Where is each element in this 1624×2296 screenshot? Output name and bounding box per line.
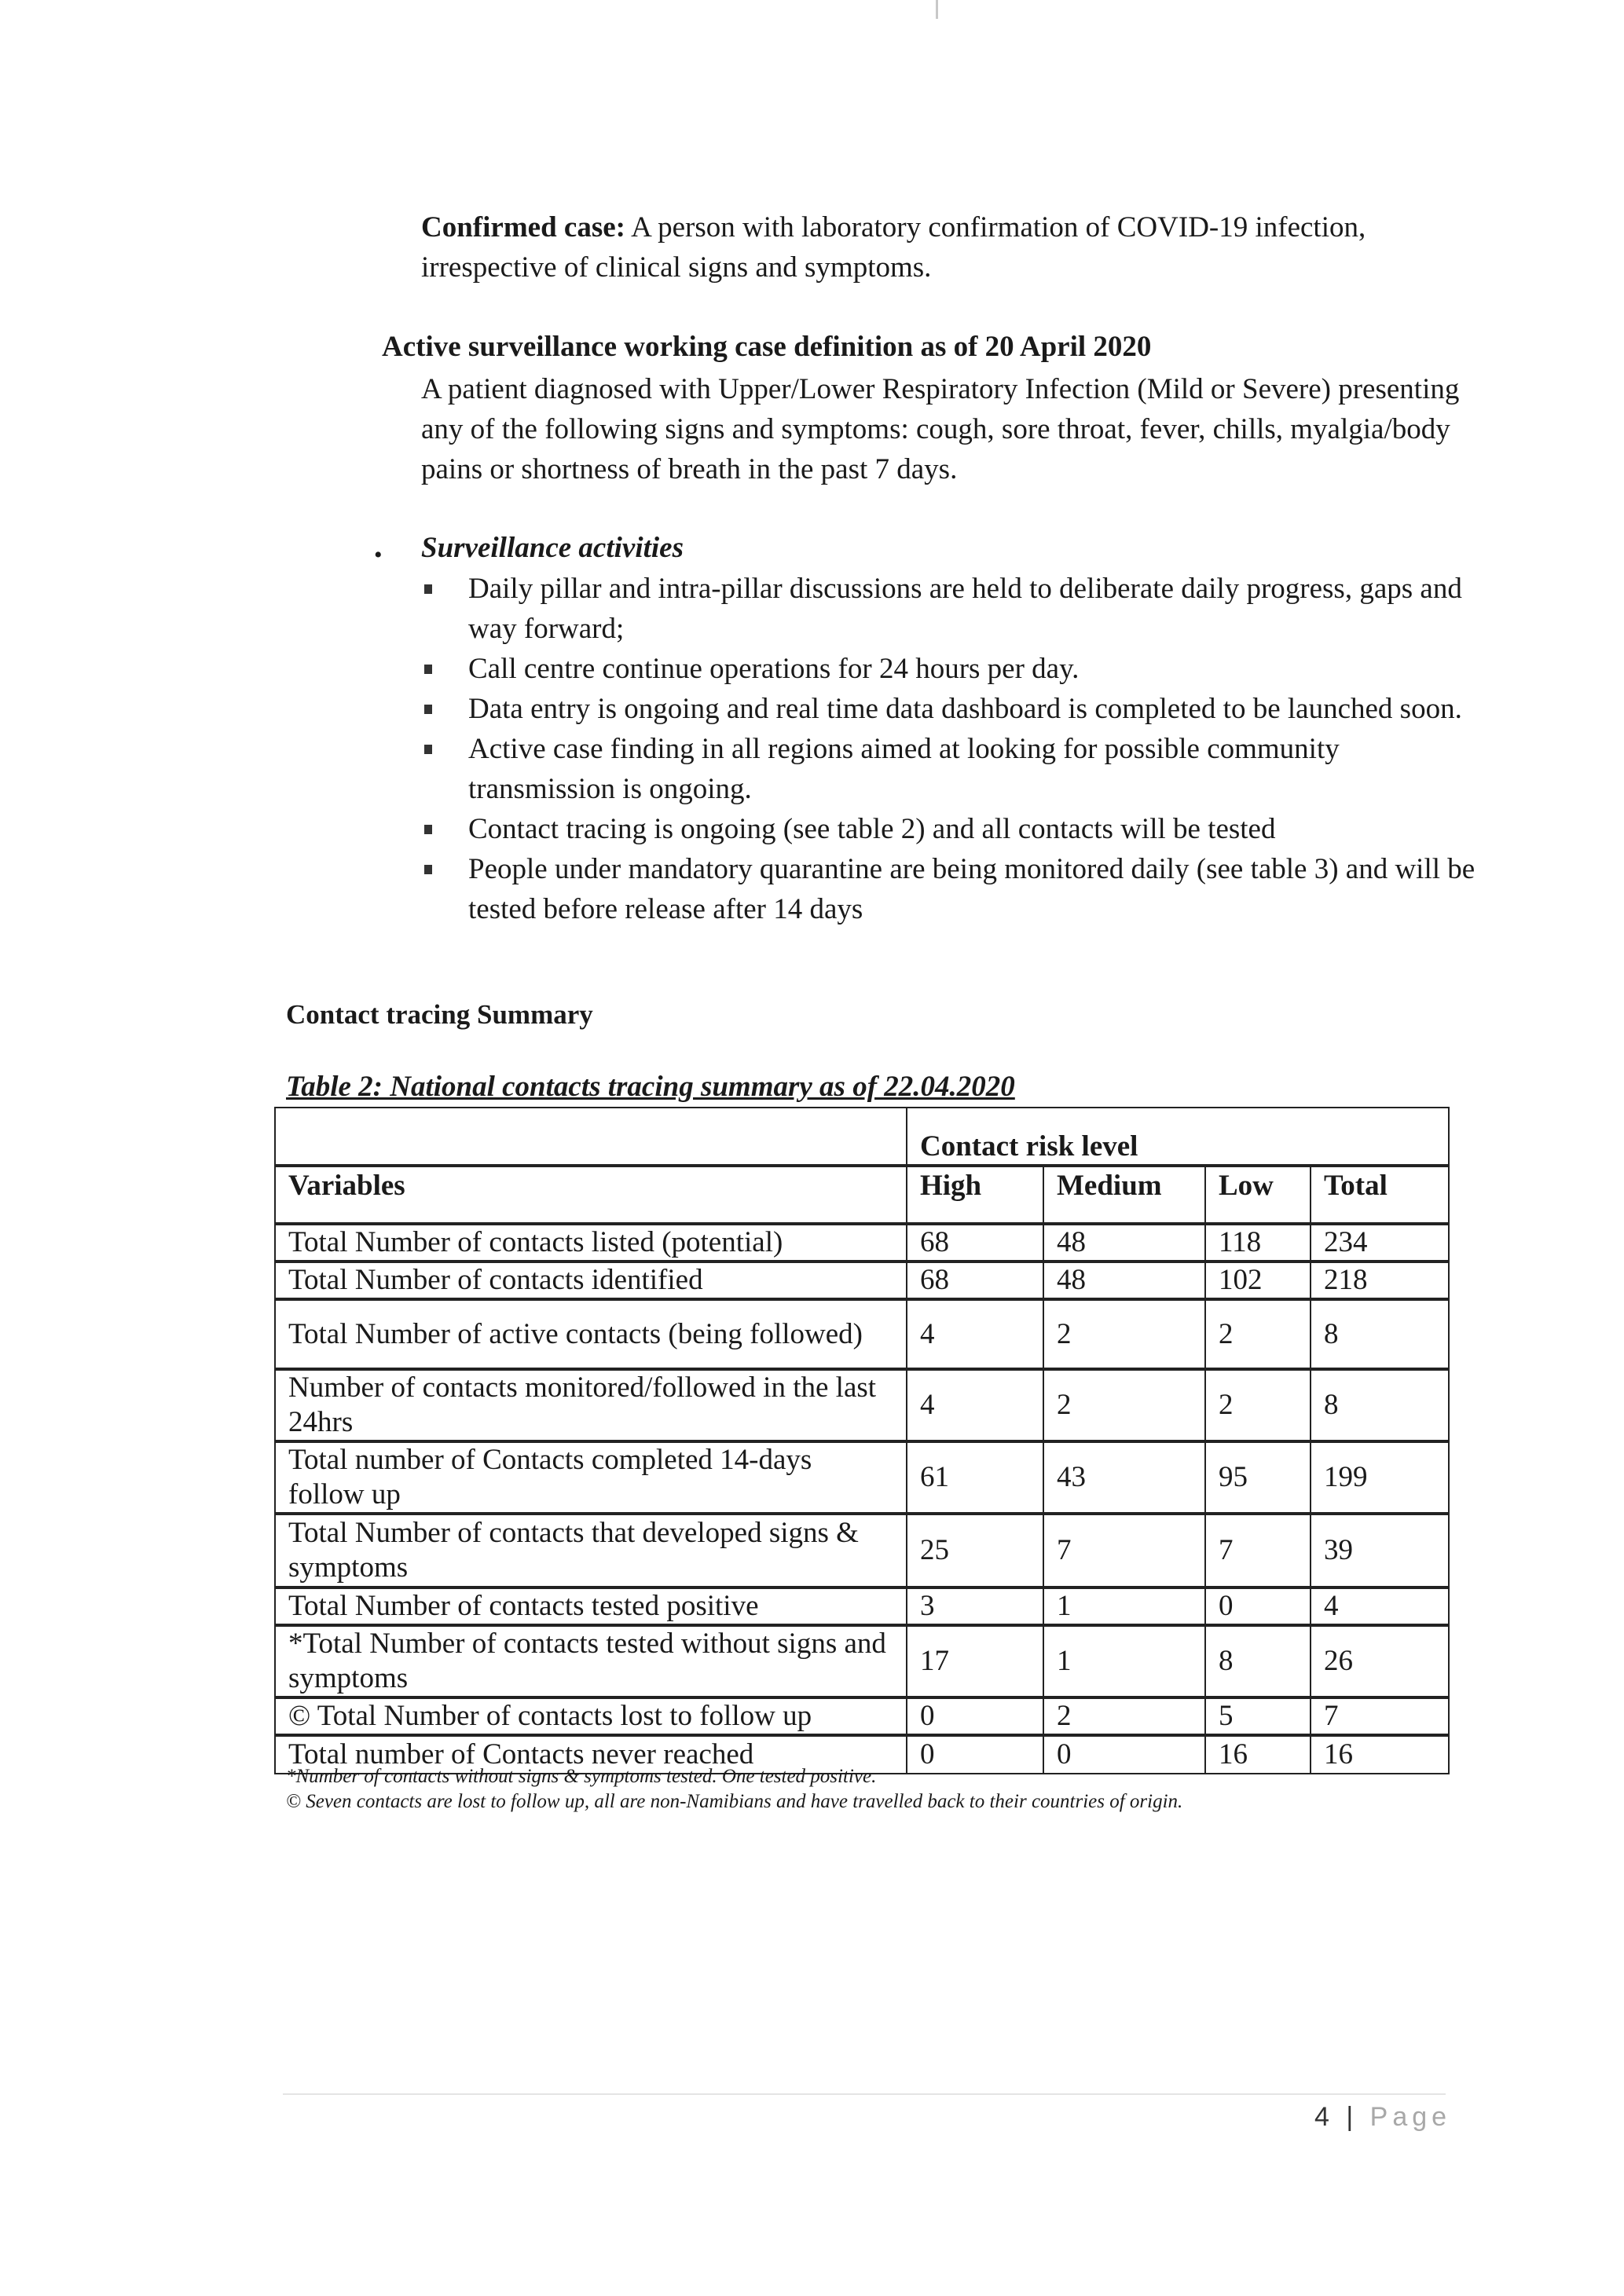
row-label: © Total Number of contacts lost to follow up [275, 1697, 907, 1735]
cell-high: 4 [907, 1369, 1043, 1441]
cell-medium: 2 [1043, 1369, 1205, 1441]
confirmed-case-definition [421, 207, 1490, 287]
cell-low: 118 [1205, 1224, 1311, 1262]
contact-tracing-heading: Contact tracing Summary [286, 999, 593, 1030]
page-number-separator: | [1346, 2102, 1358, 2132]
cell-medium: 43 [1043, 1441, 1205, 1514]
row-label: Total number of Contacts completed 14-days follow up [275, 1441, 907, 1514]
table-row [275, 1224, 1449, 1262]
cell-low: 95 [1205, 1441, 1311, 1514]
confirmed-case-text: A person with laboratory confirmation of COVID-19 infection, irrespective of clinical signs and symptoms. [421, 211, 1366, 284]
cell-medium: 2 [1043, 1299, 1205, 1369]
cell-high: 4 [907, 1299, 1043, 1369]
table-caption: Table 2: National contacts tracing summary as of 22.04.2020 [286, 1071, 1015, 1103]
row-label: *Total Number of contacts tested without signs and symptoms [275, 1625, 907, 1697]
square-bullet-icon [424, 665, 432, 674]
table-row [275, 1514, 1449, 1587]
square-bullet-icon [424, 745, 432, 754]
table-row [275, 1697, 1449, 1735]
cell-medium: 1 [1043, 1625, 1205, 1697]
column-header-variables: Variables [275, 1166, 907, 1224]
cell-medium: 48 [1043, 1224, 1205, 1262]
cell-low: 2 [1205, 1369, 1311, 1441]
table-row [275, 1441, 1449, 1514]
table-row [275, 1262, 1449, 1299]
footer-divider [283, 2093, 1446, 2095]
surveillance-activities-list [421, 569, 1490, 929]
page-number-value: 4 [1314, 2102, 1334, 2132]
table-row [275, 1625, 1449, 1697]
page-label: Page [1369, 2102, 1452, 2132]
cell-total: 8 [1311, 1299, 1449, 1369]
square-bullet-icon [424, 584, 432, 594]
cell-high: 25 [907, 1514, 1043, 1587]
table-footnote-asterisk: *Number of contacts without signs & symptoms tested. One tested positive. [286, 1766, 877, 1787]
cell-total: 218 [1311, 1262, 1449, 1299]
square-bullet-icon [424, 865, 432, 874]
contact-tracing-table [274, 1107, 1450, 1774]
group-header-contact-risk-level: Contact risk level [907, 1108, 1449, 1166]
row-label: Total Number of contacts tested positive [275, 1587, 907, 1625]
cell-medium: 48 [1043, 1262, 1205, 1299]
active-surveillance-heading: Active surveillance working case definition as of 20 April 2020 [382, 331, 1152, 363]
cell-medium: 7 [1043, 1514, 1205, 1587]
row-label: Number of contacts monitored/followed in the last 24hrs [275, 1369, 907, 1441]
row-label: Total number of Contacts never reached [275, 1735, 907, 1774]
table-row [275, 1369, 1449, 1441]
cell-total: 234 [1311, 1224, 1449, 1262]
square-bullet-icon [424, 705, 432, 714]
cell-low: 7 [1205, 1514, 1311, 1587]
cell-medium: 2 [1043, 1697, 1205, 1735]
cell-total: 26 [1311, 1625, 1449, 1697]
active-surveillance-definition: A patient diagnosed with Upper/Lower Respiratory Infection (Mild or Severe) presenting any of the following signs and symptoms: cough, sore throat, fever, chills, myalgia/body pains or shortness of breath in the past 7 days. [421, 373, 1460, 485]
column-header-high: High [907, 1166, 1043, 1224]
cell-medium: 0 [1043, 1735, 1205, 1774]
surveillance-activities-heading: Surveillance activities [421, 532, 684, 564]
row-label: Total Number of contacts that developed signs & symptoms [275, 1514, 907, 1587]
cell-high: 61 [907, 1441, 1043, 1514]
list-item: Call centre continue operations for 24 hours per day. [421, 649, 1490, 689]
scan-artifact-line [936, 0, 938, 19]
bullet-icon: • [374, 542, 383, 568]
cell-low: 102 [1205, 1262, 1311, 1299]
cell-total: 8 [1311, 1369, 1449, 1441]
column-header-low: Low [1205, 1166, 1311, 1224]
table-group-header-row [275, 1108, 1449, 1166]
cell-high: 68 [907, 1224, 1043, 1262]
cell-total: 4 [1311, 1587, 1449, 1625]
cell-low: 16 [1205, 1735, 1311, 1774]
cell-high: 3 [907, 1587, 1043, 1625]
cell-high: 17 [907, 1625, 1043, 1697]
cell-low: 2 [1205, 1299, 1311, 1369]
cell-low: 5 [1205, 1697, 1311, 1735]
list-item: Contact tracing is ongoing (see table 2) and all contacts will be tested [421, 809, 1490, 849]
cell-high: 0 [907, 1735, 1043, 1774]
row-label: Total Number of contacts listed (potential) [275, 1224, 907, 1262]
cell-total: 16 [1311, 1735, 1449, 1774]
cell-high: 0 [907, 1697, 1043, 1735]
row-label: Total Number of active contacts (being followed) [275, 1299, 907, 1369]
cell-high: 68 [907, 1262, 1043, 1299]
list-item: Daily pillar and intra-pillar discussions are held to deliberate daily progress, gaps and way forward; [421, 569, 1490, 649]
table-row [275, 1299, 1449, 1369]
table-row [275, 1587, 1449, 1625]
cell-low: 0 [1205, 1587, 1311, 1625]
column-header-total: Total [1311, 1166, 1449, 1224]
list-item: Data entry is ongoing and real time data dashboard is completed to be launched soon. [421, 689, 1490, 729]
cell-low: 8 [1205, 1625, 1311, 1697]
confirmed-case-label: Confirmed case: [421, 211, 625, 244]
table-footnote-copyright: © Seven contacts are lost to follow up, all are non-Namibians and have travelled back to their countries of origin. [286, 1791, 1183, 1812]
cell-medium: 1 [1043, 1587, 1205, 1625]
column-header-medium: Medium [1043, 1166, 1205, 1224]
table-empty-corner [275, 1108, 907, 1166]
cell-total: 7 [1311, 1697, 1449, 1735]
list-item: People under mandatory quarantine are being monitored daily (see table 3) and will be tested before release after 14 days [421, 849, 1490, 929]
page-number [1314, 2102, 1451, 2133]
square-bullet-icon [424, 825, 432, 834]
cell-total: 199 [1311, 1441, 1449, 1514]
cell-total: 39 [1311, 1514, 1449, 1587]
list-item: Active case finding in all regions aimed at looking for possible community transmission is ongoing. [421, 729, 1490, 809]
table-header-row [275, 1166, 1449, 1224]
row-label: Total Number of contacts identified [275, 1262, 907, 1299]
